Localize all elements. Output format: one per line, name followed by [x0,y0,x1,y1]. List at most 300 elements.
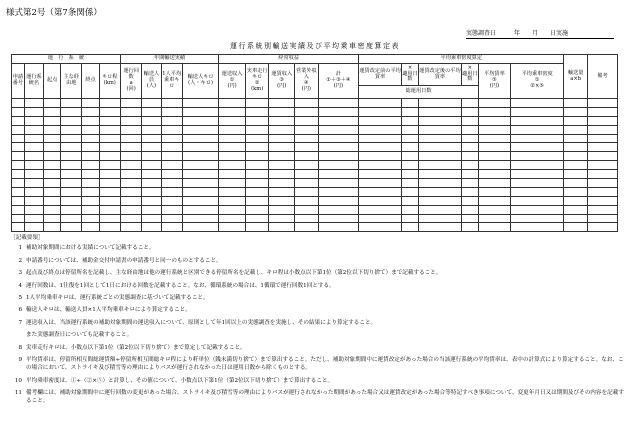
table-cell[interactable] [461,99,478,108]
table-cell[interactable] [12,99,25,108]
table-cell[interactable] [161,134,182,143]
table-cell[interactable] [295,187,319,196]
table-cell[interactable] [359,107,402,116]
table-cell[interactable] [161,223,182,232]
table-cell[interactable] [295,143,319,152]
table-cell[interactable] [318,143,359,152]
table-cell[interactable] [61,223,82,232]
table-cell[interactable] [269,134,295,143]
table-cell[interactable] [245,161,269,170]
table-cell[interactable] [161,107,182,116]
table-cell[interactable] [142,161,161,170]
table-cell[interactable] [24,134,43,143]
table-cell[interactable] [99,134,120,143]
table-cell[interactable] [219,152,246,161]
table-cell[interactable] [564,223,588,232]
table-cell[interactable] [401,107,418,116]
table-cell[interactable] [269,125,295,134]
table-cell[interactable] [419,170,462,179]
table-cell[interactable] [44,205,61,214]
table-cell[interactable] [295,223,319,232]
table-cell[interactable] [12,214,25,223]
table-cell[interactable] [510,134,563,143]
table-cell[interactable] [245,152,269,161]
table-cell[interactable] [401,223,418,232]
table-cell[interactable] [120,143,141,152]
table-cell[interactable] [99,196,120,205]
table-cell[interactable] [142,214,161,223]
table-cell[interactable] [82,214,99,223]
table-cell[interactable] [461,214,478,223]
table-cell[interactable] [142,196,161,205]
table-cell[interactable] [120,205,141,214]
table-cell[interactable] [318,125,359,134]
table-cell[interactable] [269,161,295,170]
table-cell[interactable] [359,99,402,108]
table-cell[interactable] [359,143,402,152]
table-cell[interactable] [318,107,359,116]
table-cell[interactable] [12,152,25,161]
table-cell[interactable] [318,179,359,188]
table-cell[interactable] [44,170,61,179]
table-cell[interactable] [12,179,25,188]
table-cell[interactable] [182,143,218,152]
table-cell[interactable] [82,134,99,143]
table-cell[interactable] [269,179,295,188]
table-cell[interactable] [44,196,61,205]
table-cell[interactable] [587,205,617,214]
table-cell[interactable] [478,214,510,223]
table-cell[interactable] [318,152,359,161]
table-cell[interactable] [161,205,182,214]
table-cell[interactable] [401,170,418,179]
table-cell[interactable] [99,170,120,179]
table-cell[interactable] [359,196,402,205]
table-cell[interactable] [245,223,269,232]
table-cell[interactable] [182,161,218,170]
table-cell[interactable] [61,107,82,116]
table-cell[interactable] [318,99,359,108]
table-cell[interactable] [245,170,269,179]
table-cell[interactable] [318,205,359,214]
table-cell[interactable] [61,116,82,125]
table-cell[interactable] [219,170,246,179]
table-cell[interactable] [82,116,99,125]
table-cell[interactable] [401,116,418,125]
table-cell[interactable] [24,99,43,108]
table-cell[interactable] [82,223,99,232]
table-cell[interactable] [478,99,510,108]
table-cell[interactable] [564,143,588,152]
table-cell[interactable] [12,134,25,143]
table-cell[interactable] [120,116,141,125]
table-cell[interactable] [245,214,269,223]
table-cell[interactable] [182,170,218,179]
table-cell[interactable] [401,205,418,214]
table-cell[interactable] [24,179,43,188]
table-cell[interactable] [82,179,99,188]
table-cell[interactable] [99,99,120,108]
table-cell[interactable] [318,196,359,205]
table-cell[interactable] [269,187,295,196]
table-cell[interactable] [219,223,246,232]
table-cell[interactable] [161,99,182,108]
table-cell[interactable] [99,179,120,188]
table-cell[interactable] [245,99,269,108]
table-cell[interactable] [295,196,319,205]
table-cell[interactable] [99,161,120,170]
table-cell[interactable] [295,152,319,161]
table-cell[interactable] [401,99,418,108]
table-cell[interactable] [401,125,418,134]
table-cell[interactable] [161,179,182,188]
table-cell[interactable] [359,223,402,232]
table-cell[interactable] [61,143,82,152]
table-cell[interactable] [12,116,25,125]
table-cell[interactable] [61,134,82,143]
table-cell[interactable] [295,99,319,108]
table-cell[interactable] [359,214,402,223]
table-cell[interactable] [318,214,359,223]
table-cell[interactable] [245,143,269,152]
table-cell[interactable] [587,116,617,125]
table-cell[interactable] [419,99,462,108]
table-cell[interactable] [161,196,182,205]
table-cell[interactable] [269,116,295,125]
table-cell[interactable] [24,187,43,196]
table-cell[interactable] [269,196,295,205]
table-cell[interactable] [510,170,563,179]
table-cell[interactable] [461,125,478,134]
table-cell[interactable] [142,152,161,161]
table-cell[interactable] [269,223,295,232]
table-cell[interactable] [182,152,218,161]
table-cell[interactable] [461,187,478,196]
table-cell[interactable] [142,116,161,125]
table-cell[interactable] [219,134,246,143]
table-cell[interactable] [318,116,359,125]
table-cell[interactable] [295,179,319,188]
table-cell[interactable] [161,214,182,223]
table-cell[interactable] [219,143,246,152]
table-cell[interactable] [295,107,319,116]
table-cell[interactable] [219,161,246,170]
table-cell[interactable] [461,143,478,152]
table-cell[interactable] [318,187,359,196]
table-cell[interactable] [82,125,99,134]
table-cell[interactable] [587,179,617,188]
table-cell[interactable] [219,125,246,134]
table-cell[interactable] [182,214,218,223]
table-cell[interactable] [219,107,246,116]
table-cell[interactable] [564,170,588,179]
table-cell[interactable] [510,143,563,152]
table-cell[interactable] [182,125,218,134]
table-cell[interactable] [182,196,218,205]
table-cell[interactable] [12,205,25,214]
table-cell[interactable] [419,116,462,125]
table-cell[interactable] [359,187,402,196]
table-cell[interactable] [419,179,462,188]
table-cell[interactable] [461,170,478,179]
table-cell[interactable] [478,187,510,196]
table-cell[interactable] [245,107,269,116]
table-cell[interactable] [587,161,617,170]
table-cell[interactable] [419,214,462,223]
table-cell[interactable] [61,214,82,223]
table-cell[interactable] [12,107,25,116]
table-cell[interactable] [182,116,218,125]
table-cell[interactable] [44,214,61,223]
table-cell[interactable] [24,223,43,232]
table-cell[interactable] [510,223,563,232]
table-cell[interactable] [142,187,161,196]
table-cell[interactable] [24,196,43,205]
table-cell[interactable] [44,161,61,170]
table-cell[interactable] [12,161,25,170]
table-cell[interactable] [564,205,588,214]
table-cell[interactable] [401,187,418,196]
table-cell[interactable] [401,161,418,170]
table-cell[interactable] [478,116,510,125]
table-cell[interactable] [587,134,617,143]
table-cell[interactable] [461,107,478,116]
table-cell[interactable] [510,125,563,134]
table-cell[interactable] [44,223,61,232]
table-cell[interactable] [142,179,161,188]
table-cell[interactable] [587,187,617,196]
table-cell[interactable] [24,125,43,134]
table-cell[interactable] [82,187,99,196]
table-cell[interactable] [478,134,510,143]
table-cell[interactable] [245,116,269,125]
table-cell[interactable] [461,196,478,205]
table-cell[interactable] [461,223,478,232]
table-cell[interactable] [24,116,43,125]
table-cell[interactable] [182,223,218,232]
table-cell[interactable] [24,214,43,223]
table-cell[interactable] [99,125,120,134]
table-cell[interactable] [142,134,161,143]
table-cell[interactable] [99,214,120,223]
table-cell[interactable] [120,214,141,223]
table-cell[interactable] [142,170,161,179]
table-cell[interactable] [295,214,319,223]
table-cell[interactable] [82,205,99,214]
table-cell[interactable] [61,179,82,188]
table-cell[interactable] [161,116,182,125]
table-cell[interactable] [142,99,161,108]
table-cell[interactable] [44,116,61,125]
table-cell[interactable] [82,99,99,108]
table-cell[interactable] [587,196,617,205]
table-cell[interactable] [245,179,269,188]
table-cell[interactable] [24,107,43,116]
table-cell[interactable] [295,205,319,214]
table-cell[interactable] [359,116,402,125]
table-cell[interactable] [401,214,418,223]
table-cell[interactable] [44,179,61,188]
table-cell[interactable] [564,99,588,108]
table-cell[interactable] [61,99,82,108]
table-cell[interactable] [12,170,25,179]
table-cell[interactable] [219,196,246,205]
table-cell[interactable] [12,143,25,152]
table-cell[interactable] [219,214,246,223]
table-cell[interactable] [510,99,563,108]
table-cell[interactable] [295,161,319,170]
table-cell[interactable] [359,205,402,214]
table-cell[interactable] [61,152,82,161]
table-cell[interactable] [478,161,510,170]
table-cell[interactable] [510,205,563,214]
table-cell[interactable] [219,187,246,196]
table-cell[interactable] [120,107,141,116]
table-cell[interactable] [44,125,61,134]
table-cell[interactable] [564,116,588,125]
table-cell[interactable] [587,170,617,179]
table-cell[interactable] [269,205,295,214]
table-cell[interactable] [245,205,269,214]
table-cell[interactable] [295,116,319,125]
table-cell[interactable] [99,152,120,161]
table-cell[interactable] [318,134,359,143]
table-cell[interactable] [564,196,588,205]
table-cell[interactable] [219,179,246,188]
table-cell[interactable] [24,152,43,161]
table-cell[interactable] [99,143,120,152]
table-cell[interactable] [245,134,269,143]
table-cell[interactable] [219,205,246,214]
table-cell[interactable] [24,143,43,152]
table-cell[interactable] [12,125,25,134]
table-cell[interactable] [359,170,402,179]
table-cell[interactable] [318,223,359,232]
table-cell[interactable] [142,107,161,116]
table-cell[interactable] [359,125,402,134]
table-cell[interactable] [564,214,588,223]
table-cell[interactable] [401,196,418,205]
table-cell[interactable] [12,187,25,196]
table-cell[interactable] [142,125,161,134]
table-cell[interactable] [182,134,218,143]
table-cell[interactable] [478,205,510,214]
table-cell[interactable] [564,134,588,143]
table-cell[interactable] [120,170,141,179]
table-cell[interactable] [419,205,462,214]
table-cell[interactable] [478,170,510,179]
table-cell[interactable] [120,187,141,196]
table-cell[interactable] [61,125,82,134]
table-cell[interactable] [24,205,43,214]
table-cell[interactable] [419,125,462,134]
table-cell[interactable] [564,179,588,188]
table-cell[interactable] [419,152,462,161]
table-cell[interactable] [510,161,563,170]
table-cell[interactable] [587,214,617,223]
table-cell[interactable] [161,152,182,161]
table-cell[interactable] [245,196,269,205]
table-cell[interactable] [120,125,141,134]
table-cell[interactable] [99,205,120,214]
table-cell[interactable] [182,187,218,196]
table-cell[interactable] [82,107,99,116]
table-cell[interactable] [161,187,182,196]
table-cell[interactable] [219,99,246,108]
table-cell[interactable] [359,161,402,170]
table-cell[interactable] [359,134,402,143]
table-cell[interactable] [461,179,478,188]
table-cell[interactable] [587,99,617,108]
table-cell[interactable] [461,134,478,143]
table-cell[interactable] [82,143,99,152]
table-cell[interactable] [269,170,295,179]
table-cell[interactable] [478,223,510,232]
table-cell[interactable] [182,205,218,214]
table-cell[interactable] [401,134,418,143]
table-cell[interactable] [419,143,462,152]
table-cell[interactable] [44,99,61,108]
table-cell[interactable] [478,196,510,205]
table-cell[interactable] [12,223,25,232]
table-cell[interactable] [478,143,510,152]
table-cell[interactable] [587,125,617,134]
table-cell[interactable] [419,161,462,170]
table-cell[interactable] [587,107,617,116]
table-cell[interactable] [82,152,99,161]
table-cell[interactable] [99,223,120,232]
table-cell[interactable] [318,170,359,179]
table-cell[interactable] [510,187,563,196]
table-cell[interactable] [510,179,563,188]
table-cell[interactable] [587,223,617,232]
table-cell[interactable] [120,152,141,161]
table-cell[interactable] [359,179,402,188]
table-cell[interactable] [99,107,120,116]
table-cell[interactable] [142,143,161,152]
table-cell[interactable] [419,223,462,232]
table-cell[interactable] [295,170,319,179]
table-cell[interactable] [478,179,510,188]
table-cell[interactable] [510,152,563,161]
table-cell[interactable] [44,143,61,152]
table-cell[interactable] [564,161,588,170]
table-cell[interactable] [142,223,161,232]
table-cell[interactable] [564,107,588,116]
table-cell[interactable] [269,152,295,161]
table-cell[interactable] [401,152,418,161]
table-cell[interactable] [99,116,120,125]
table-cell[interactable] [564,152,588,161]
table-cell[interactable] [478,125,510,134]
table-cell[interactable] [161,125,182,134]
table-cell[interactable] [82,170,99,179]
table-cell[interactable] [510,107,563,116]
table-cell[interactable] [461,152,478,161]
table-cell[interactable] [219,116,246,125]
table-cell[interactable] [24,170,43,179]
table-cell[interactable] [44,187,61,196]
table-cell[interactable] [269,214,295,223]
table-cell[interactable] [295,134,319,143]
table-cell[interactable] [587,143,617,152]
table-cell[interactable] [461,116,478,125]
table-cell[interactable] [61,170,82,179]
table-cell[interactable] [61,161,82,170]
table-cell[interactable] [161,170,182,179]
table-cell[interactable] [564,125,588,134]
table-cell[interactable] [419,196,462,205]
